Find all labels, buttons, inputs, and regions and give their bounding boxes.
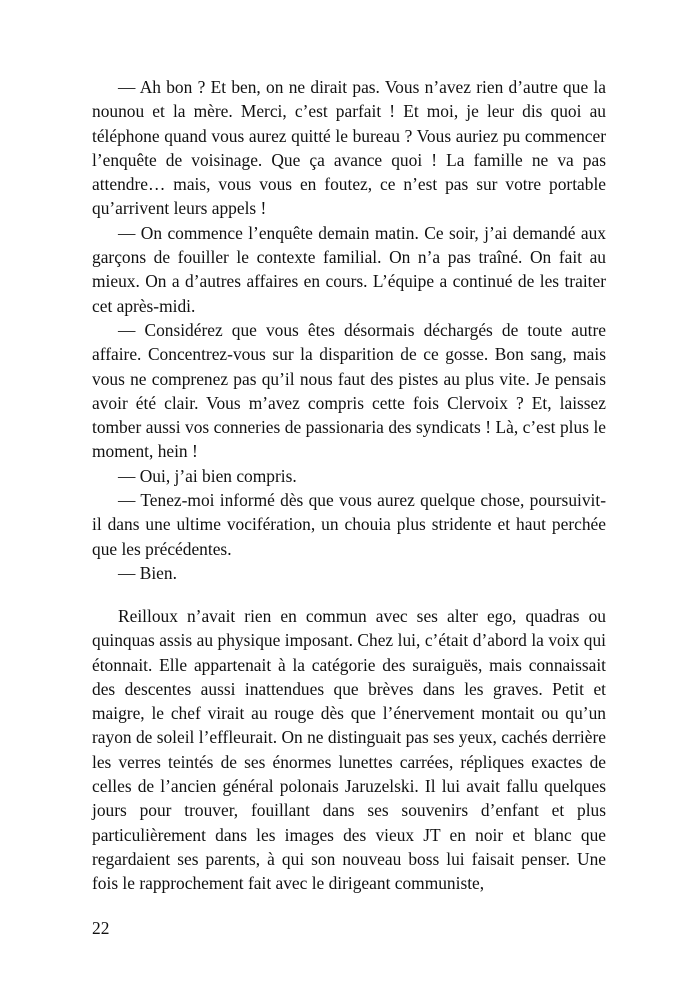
dialogue-line: — Bien. <box>118 562 177 583</box>
page-number: 22 <box>92 918 110 938</box>
narrative-section <box>92 604 606 896</box>
dialogue-line: — Ah bon ? Et ben, on ne dirait pas. Vous n’avez rien d’autre que la nounou et la mère. Merci, c’est parfait ! Et moi, je leur dis quoi au téléphone quand vous aurez quitté le bureau ? Vous auriez pu commencer l’enquête de voisinage. Que ça avance quoi ! La famille ne va pas attendre… mais, vous vous en foutez, ce n’est pas sur votre portable qu’arrivent leurs appels ! <box>92 77 606 219</box>
dialogue-line: — Oui, j’ai bien compris. <box>118 465 297 486</box>
dialogue-line: — Tenez-moi informé dès que vous aurez quelque chose, poursuivit-il dans une ultime vocifération, un chouia plus stridente et haut perchée que les précédentes. <box>92 490 606 559</box>
narrative-paragraph: Reilloux n’avait rien en commun avec ses alter ego, quadras ou quinquas assis au physique imposant. Chez lui, c’était d’abord la voix qui étonnait. Elle appartenait à la catégorie des suraiguës, mais connaissait des descentes aussi inattendues que brèves dans les graves. Petit et maigre, le chef virait au rouge dès que l’énervement montait ou qu’un rayon de soleil l’effleurait. On ne distinguait pas ses yeux, cachés derrière les verres teintés de ses énormes lunettes carrées, répliques exactes de celles de l’ancien général polonais Jaruzelski. Il lui avait fallu quelques jours pour trouver, fouillant dans ses souvenirs d’enfant et plus particulièrement dans les images des vieux JT en noir et blanc que regardaient ses parents, à qui son nouveau boss lui faisait penser. Une fois le rapprochement fait avec le dirigeant communiste, <box>92 606 606 894</box>
dialogue-line: — Considérez que vous êtes désormais déchargés de toute autre affaire. Concentrez-vous sur la disparition de ce gosse. Bon sang, mais vous ne comprenez pas qu’il nous faut des pistes au plus vite. Je pensais avoir été clair. Vous m’avez compris cette fois Clervoix ? Et, laissez tomber aussi vos conneries de passionaria des syndicats ! Là, c’est plus le moment, hein ! <box>92 319 606 462</box>
dialogue-line: — On commence l’enquête demain matin. Ce soir, j’ai demandé aux garçons de fouiller le contexte familial. On n’a pas traîné. On fait au mieux. On a d’autres affaires en cours. L’équipe a continué de les traiter cet après-midi. <box>92 222 606 316</box>
dialogue-section <box>92 75 606 585</box>
